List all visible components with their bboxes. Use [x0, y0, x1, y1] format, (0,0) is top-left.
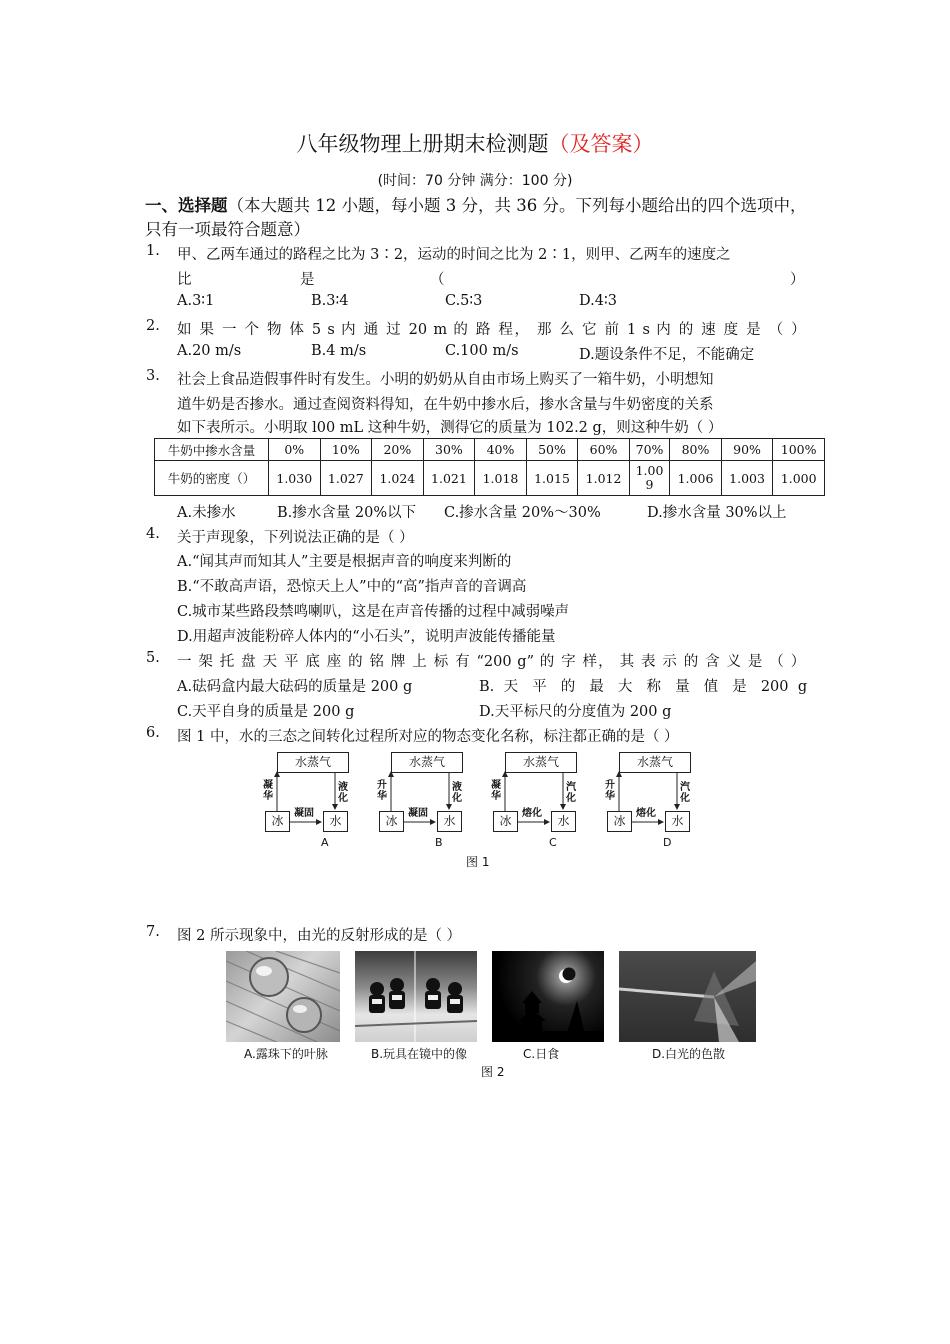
table-cell: 1.015: [526, 461, 578, 496]
leaf-veins-image: [226, 951, 340, 1042]
stem-token: 前: [604, 322, 621, 338]
table-cell: 1.018: [475, 461, 527, 496]
q1-option-b[interactable]: B.3∶4: [311, 293, 349, 309]
figure-2-label: 图 2: [481, 1065, 505, 1079]
table-cell: 80%: [670, 439, 722, 461]
q3-option-c[interactable]: C.掺水含量 20%～30%: [444, 505, 601, 521]
q1-option-a[interactable]: A.3∶1: [177, 293, 215, 309]
stem-token: 最: [589, 679, 609, 695]
stem-token: 上: [412, 654, 428, 670]
bottom-transition-label: 熔化: [522, 808, 542, 819]
stem-token: 200: [760, 679, 789, 695]
stem-token: 的: [560, 679, 580, 695]
eclipse-image: [492, 951, 604, 1042]
stem-token: 座: [326, 654, 343, 670]
stem-token: 平: [532, 679, 552, 695]
label-char: 华: [491, 791, 501, 802]
q4-option-d[interactable]: D.用超声波能粉碎人体内的“小石头”，说明声波能传播能量: [177, 629, 556, 645]
q2-option-a[interactable]: A.20 m/s: [177, 343, 242, 359]
figure-2-caption-d: D.白光的色散: [652, 1047, 726, 1061]
q4-stem: 关于声现象，下列说法正确的是（ ）: [177, 530, 414, 546]
q3-stem-line2: 道牛奶是否掺水。通过查阅资料得知，在牛奶中掺水后，掺水含量与牛奶密度的关系: [177, 397, 714, 413]
bottom-transition-label: 熔化: [636, 808, 656, 819]
phase-diagram-c: [483, 752, 593, 852]
toys-mirror-image: [355, 951, 477, 1042]
section-heading: [145, 194, 815, 242]
q4-number: 4.: [146, 526, 160, 542]
label-char: 化: [452, 793, 462, 804]
label-char: 汽: [680, 782, 690, 793]
stem-token: 铭: [369, 654, 386, 670]
stem-token: 路: [475, 322, 493, 338]
stem-token: 有: [455, 654, 471, 670]
stem-token: 表: [640, 654, 657, 670]
q3-option-d[interactable]: D.掺水含量 30%以上: [647, 505, 787, 521]
water-vapor-box: 水蒸气: [505, 752, 577, 773]
table-cell: 10%: [320, 439, 372, 461]
right-transition-label: [565, 782, 577, 804]
water-vapor-box: 水蒸气: [277, 752, 349, 773]
title-answer-note: （及答案）: [548, 132, 654, 156]
water-box: 水: [437, 811, 462, 832]
q3-stem-line3: 如下表所示。小明取 l00 mL 这种牛奶，测得它的质量为 102.2 g，则这种牛奶（ ）: [177, 420, 723, 436]
stem-token: 5 s: [311, 322, 335, 338]
q7-stem: 图 2 所示现象中，由光的反射形成的是（ ）: [177, 928, 462, 944]
stem-token: 度: [723, 322, 740, 338]
page-title: [0, 128, 950, 158]
ice-box: 冰: [265, 811, 290, 832]
q5-option-d[interactable]: D.天平标尺的分度值为 200 g: [479, 704, 672, 720]
stem-token: 架: [198, 654, 215, 670]
stem-token: 1 s: [626, 322, 650, 338]
label-char: 化: [338, 793, 348, 804]
stem-token: 托: [219, 654, 236, 670]
stem-token: 一: [177, 654, 193, 670]
stem-token: 盘: [241, 654, 257, 670]
table-cell: 20%: [372, 439, 424, 461]
ice-box: 冰: [607, 811, 632, 832]
stem-token: 通: [363, 322, 380, 338]
stem-token: 大: [617, 679, 638, 695]
label-char: 华: [605, 791, 615, 802]
left-transition-label: [604, 780, 616, 802]
stem-token: 过: [386, 322, 403, 338]
table-cell: 1.00 9: [629, 461, 669, 496]
label-char: 凝: [491, 780, 501, 791]
q5-option-a[interactable]: A.砝码盒内最大砝码的质量是 200 g: [177, 679, 413, 695]
stem-token: 如: [177, 322, 194, 338]
stem-token: 称: [646, 679, 666, 695]
table-cell: 70%: [629, 439, 669, 461]
bottom-transition-label: 凝固: [294, 808, 314, 819]
stem-token: 速: [701, 322, 718, 338]
bottom-transition-label: 凝固: [408, 808, 428, 819]
stem-token: g: [797, 679, 808, 695]
photo-solar-eclipse: [492, 951, 604, 1042]
q2-number: 2.: [146, 318, 160, 334]
title-main: 八年级物理上册期末检测题: [296, 132, 549, 156]
ice-box: 冰: [379, 811, 404, 832]
stem-token: ）: [791, 322, 806, 338]
label-char: 化: [680, 793, 690, 804]
label-char: 升: [605, 780, 615, 791]
q1-stem-line1: 甲、乙两车通过的路程之比为 3∶2，运动的时间之比为 2∶1，则甲、乙两车的速度之: [177, 247, 731, 263]
table-row: [155, 461, 825, 496]
phase-diagram-a: [255, 752, 365, 852]
q1-option-d[interactable]: D.4∶3: [579, 293, 617, 309]
diagram-letter: B: [435, 836, 443, 849]
q6-stem: 图 1 中，水的三态之间转化过程所对应的物态变化名称，标注都正确的是（ ）: [177, 729, 679, 745]
stem-token: 量: [675, 679, 695, 695]
left-transition-label: [376, 780, 388, 802]
left-transition-label: [262, 780, 274, 802]
q4-option-a[interactable]: A.“闻其声而知其人”主要是根据声音的响度来判断的: [177, 554, 512, 570]
stem-token: （: [769, 654, 785, 670]
table-header-cell: 牛奶的密度（）: [155, 461, 269, 496]
diagram-letter: A: [321, 836, 329, 849]
q3-number: 3.: [146, 368, 160, 384]
q7-number: 7.: [146, 924, 160, 940]
stem-token: 的: [683, 654, 700, 670]
stem-token: 是: [747, 654, 764, 670]
stem-token: 一: [221, 322, 239, 338]
stem-token: 内: [341, 322, 358, 338]
figure-2-caption-c: C.日食: [523, 1047, 560, 1061]
table-cell: 1.030: [269, 461, 321, 496]
q5-stem: [177, 650, 805, 671]
q2-option-c[interactable]: C.100 m/s: [445, 343, 519, 359]
stem-token: ）: [790, 654, 806, 670]
q6-number: 6.: [146, 725, 160, 741]
phase-diagram-d: [597, 752, 707, 852]
stem-token: 义: [726, 654, 743, 670]
stem-token: “200 g”: [476, 654, 534, 670]
q3-option-a[interactable]: A.未掺水: [177, 505, 236, 521]
label-char: 升: [377, 780, 387, 791]
photo-dewdrops-leaf: [226, 951, 340, 1042]
q1-option-c[interactable]: C.5∶3: [445, 293, 483, 309]
phase-diagram-b: [369, 752, 479, 852]
stem-token: B.: [479, 679, 495, 695]
stem-token: 的: [348, 654, 364, 670]
stem-token: 示: [662, 654, 678, 670]
stem-token: 的: [539, 654, 556, 670]
stem-token: 是: [732, 679, 752, 695]
ice-box: 冰: [493, 811, 518, 832]
water-vapor-box: 水蒸气: [391, 752, 463, 773]
stem-token: 体: [289, 322, 306, 338]
stem-token: 天: [262, 654, 279, 670]
stem-token: 的: [453, 322, 470, 338]
q5-option-c[interactable]: C.天平自身的质量是 200 g: [177, 704, 355, 720]
stem-token: 值: [703, 679, 723, 695]
q2-option-b[interactable]: B.4 m/s: [311, 343, 367, 359]
label-char: 华: [377, 791, 387, 802]
q4-option-b[interactable]: B.“不敢高声语，恐惊天上人”中的“高”指声音的音调高: [177, 579, 527, 595]
stem-token: 含: [705, 654, 721, 670]
q5-number: 5.: [146, 650, 160, 666]
table-cell: 90%: [721, 439, 773, 461]
q1-stem-shi: 是: [300, 272, 315, 288]
stem-token: 牌: [390, 654, 407, 670]
section-title: 一、选择题: [145, 196, 228, 215]
stem-token: 天: [503, 679, 523, 695]
q5-option-b[interactable]: [479, 675, 807, 696]
diagram-letter: D: [663, 836, 672, 849]
milk-density-table: [154, 438, 825, 496]
right-transition-label: [451, 782, 463, 804]
right-transition-label: [337, 782, 349, 804]
stem-token: 内: [656, 322, 673, 338]
q1-number: 1.: [146, 243, 160, 259]
table-cell: 30%: [423, 439, 475, 461]
stem-token: 么: [559, 322, 576, 338]
water-box: 水: [665, 811, 690, 832]
q2-stem: [177, 318, 805, 339]
label-char: 凝: [263, 780, 273, 791]
stem-token: 样，: [582, 654, 614, 670]
stem-token: 程，: [498, 322, 531, 338]
table-cell: 40%: [475, 439, 527, 461]
q4-option-c[interactable]: C.城市某些路段禁鸣喇叭，这是在声音传播的过程中减弱噪声: [177, 604, 570, 620]
stem-token: 那: [537, 322, 554, 338]
stem-token: 20 m: [408, 322, 448, 338]
q1-paren-open: （: [430, 272, 445, 288]
table-cell: 0%: [269, 439, 321, 461]
stem-token: 其: [619, 654, 636, 670]
stem-token: 个: [244, 322, 261, 338]
table-cell: 1.027: [320, 461, 372, 496]
label-char: 液: [338, 782, 348, 793]
table-cell: 50%: [526, 439, 578, 461]
table-cell: 60%: [578, 439, 630, 461]
prism-dispersion-image: [619, 951, 756, 1042]
stem-token: 平: [283, 654, 300, 670]
q2-option-d[interactable]: D.题设条件不足，不能确定: [579, 347, 755, 363]
table-cell: 100%: [773, 439, 825, 461]
exam-info: (时间：70 分钟 满分：100 分): [377, 173, 573, 189]
stem-token: 是: [746, 322, 763, 338]
label-char: 液: [452, 782, 462, 793]
table-cell: 1.003: [721, 461, 773, 496]
stem-token: 果: [199, 322, 216, 338]
figure-1-caption: 图 1: [466, 855, 490, 869]
label-char: 汽: [566, 782, 576, 793]
label-char: 华: [263, 791, 273, 802]
stem-token: 标: [433, 654, 450, 670]
water-box: 水: [551, 811, 576, 832]
stem-token: 底: [305, 654, 321, 670]
q3-option-b[interactable]: B.掺水含量 20%以下: [277, 505, 417, 521]
left-transition-label: [490, 780, 502, 802]
diagram-letter: C: [549, 836, 557, 849]
table-cell: 1.000: [773, 461, 825, 496]
table-row: [155, 439, 825, 461]
stem-token: 字: [561, 654, 577, 670]
figure-2-caption-a: A.露珠下的叶脉: [244, 1047, 328, 1061]
stem-token: （: [768, 322, 785, 338]
photo-light-dispersion: [619, 951, 756, 1042]
label-char: 化: [566, 793, 576, 804]
table-cell: 1.024: [372, 461, 424, 496]
water-box: 水: [323, 811, 348, 832]
water-vapor-box: 水蒸气: [619, 752, 691, 773]
figure-2-caption-b: B.玩具在镜中的像: [371, 1047, 468, 1061]
stem-token: 物: [266, 322, 284, 338]
q1-stem-bi: 比: [177, 272, 192, 288]
right-transition-label: [679, 782, 691, 804]
photo-toys-mirror: [355, 951, 477, 1042]
table-cell: 1.012: [578, 461, 630, 496]
stem-token: 的: [678, 322, 695, 338]
table-cell: 1.006: [670, 461, 722, 496]
q3-stem-line1: 社会上食品造假事件时有发生。小明的奶奶从自由市场上购买了一箱牛奶，小明想知: [177, 372, 714, 388]
table-cell: 1.021: [423, 461, 475, 496]
section-description: （本大题共 12 小题，每小题 3 分，共 36 分。下列每小题给出的四个选项中，只有一项最符合题意）: [145, 196, 807, 239]
q1-paren-close: ）: [790, 272, 805, 288]
table-header-cell: 牛奶中掺水含量: [155, 439, 269, 461]
stem-token: 它: [581, 322, 599, 338]
